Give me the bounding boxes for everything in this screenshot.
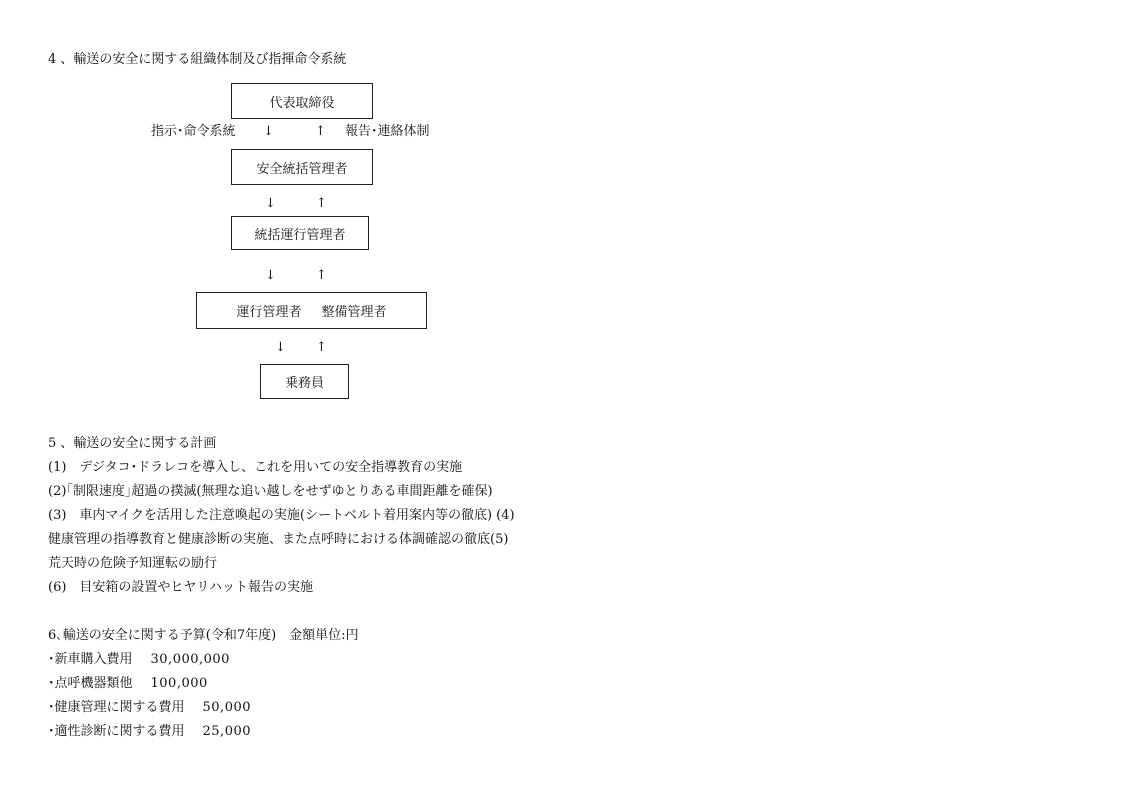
report-line-label: 報告･連絡体制	[345, 124, 430, 139]
budget-row	[48, 651, 230, 669]
plan-line: (2)｢制限速度｣超過の撲滅(無理な追い越しをせずゆとりある車間距離を確保)	[48, 484, 493, 499]
budget-row	[48, 699, 251, 717]
arrow-down-icon: ↓	[263, 124, 274, 139]
org-box-chief-operations-manager: 統括運行管理者	[231, 216, 369, 250]
budget-row	[48, 723, 251, 741]
section5-heading: 5 、輸送の安全に関する計画	[48, 436, 217, 451]
plan-line: (6) 目安箱の設置やヒヤリハット報告の実施	[48, 580, 314, 595]
arrow-down-icon: ↓	[265, 196, 276, 211]
arrow-down-icon: ↓	[265, 268, 276, 283]
budget-item-amount: 30,000,000	[150, 652, 230, 667]
budget-item-label: ･適性診断に関する費用	[48, 724, 185, 739]
budget-item-label: ･新車購入費用	[48, 652, 133, 667]
operations-manager-label: 運行管理者	[236, 305, 302, 320]
plan-line: (3) 車内マイクを活用した注意喚起の実施(シートベルト着用案内等の徹底) (4)	[48, 508, 515, 523]
budget-item-amount: 100,000	[150, 676, 208, 691]
org-box-crew: 乗務員	[260, 364, 349, 399]
budget-row	[48, 675, 208, 693]
plan-line: 健康管理の指導教育と健康診断の実施、また点呼時における体調確認の徹底(5)	[48, 532, 509, 547]
org-box-representative-director: 代表取締役	[231, 83, 373, 119]
section6-heading: 6､輸送の安全に関する予算(令和7年度) 金額単位:円	[48, 628, 359, 643]
budget-item-label: ･健康管理に関する費用	[48, 700, 185, 715]
command-line-label: 指示･命令系統	[151, 124, 236, 139]
arrow-up-icon: ↑	[315, 124, 326, 139]
maintenance-manager-label: 整備管理者	[321, 305, 387, 320]
budget-item-amount: 25,000	[202, 724, 252, 739]
arrow-down-icon: ↓	[275, 340, 286, 355]
budget-item-amount: 50,000	[202, 700, 252, 715]
org-box-operations-maintenance	[196, 292, 427, 329]
arrow-up-icon: ↑	[316, 340, 327, 355]
arrow-up-icon: ↑	[316, 268, 327, 283]
plan-line: 荒天時の危険予知運転の励行	[48, 556, 218, 571]
org-box-safety-manager: 安全統括管理者	[231, 149, 373, 185]
budget-item-label: ･点呼機器類他	[48, 676, 133, 691]
section4-heading: 4 、輸送の安全に関する組織体制及び指揮命令系統	[48, 52, 347, 67]
arrow-up-icon: ↑	[316, 196, 327, 211]
plan-line: (1) デジタコ･ドラレコを導入し、これを用いての安全指導教育の実施	[48, 460, 463, 475]
